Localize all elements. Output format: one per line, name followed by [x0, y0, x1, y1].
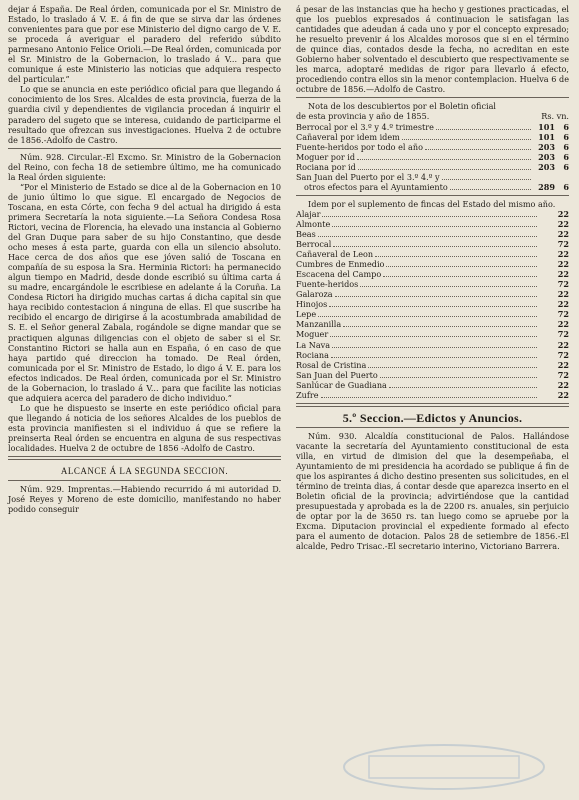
leader-dots	[321, 396, 538, 398]
row-amount: 72	[557, 279, 569, 290]
row-amount: 22	[557, 228, 569, 239]
table2-title: Idem por el suplemento de fincas del Estado del mismo año.	[308, 198, 556, 209]
table-row	[296, 319, 569, 329]
leader-dots	[332, 346, 537, 348]
row-label: Berrocal por el 3.º y 4.º trimestre	[296, 121, 434, 132]
table1-title: Nota de los descubiertos por el Boletin oficial de esta provincia y año de 1855.	[296, 101, 496, 122]
leader-dots	[442, 178, 531, 180]
row-label: Rociana por id	[296, 161, 356, 172]
row-label: San Juan del Puerto	[296, 369, 378, 380]
leader-dots	[329, 305, 537, 307]
leader-dots	[402, 138, 531, 140]
paragraph-circular-928: Núm. 928. Circular.-El Excmo. Sr. Ministro de la Gobernacion del Reino, con fecha 18 de setiembre último, me ha comunicado la Real órden siguiente:	[8, 151, 281, 182]
leader-dots	[318, 315, 537, 317]
row-amount: 22	[557, 269, 569, 280]
row-reales: 101	[538, 121, 555, 132]
paragraph-rictori-order: “Por el Ministerio de Estado se dice al de la Gobernacion en 10 de junio último lo que sigue. El encargado de Negocios de Toscana, en esta Córte, con fecha 9 del actual ha dirigido á esta primera Secretaría la nota siguiente.—La Señora Condesa Rosa Rictori, vecina de Florencia, ha elevado una instancia al Gobierno del Gran Duque para saber de su hijo Constantino, que desde ocho meses á esta parte, guarda con ella un silencio absoluto. Hace cerca de dos años que ese jóven salió de Toscana en compañía de su esposa la Sra. Herminia Rictori: ha permanecido algun tiempo en Madrid, desde donde escribió su última carta á su madre, encargándole le escribiese en adelante á la Coruña. La Condesa Rictori ha dirigido muchas cartas á dicha capital sin que haya recibido contestacion á ninguna de ellas. El que suscribe ha recibido el encargo de dirigirse á la acostumbrada amabilidad de S. E. el Señor general Zabala, rogándole se digne mandar que se practiquen algunas diligencias con el objeto de saber si el Sr. Constantino Rictori se halla aun en España, ó en caso de que haya partido qué direccion ha tomado. De Real órden, comunicada por el Sr. Ministro de Estado, lo digo á V. E. para los efectos indicados. De Real órden, comunicada por el Sr. Ministro de la Gobernacion, lo traslado á V... para que facilite las noticias que adquiera acerca del paradero de dicho individuo.”	[8, 181, 281, 403]
row-amount: 22	[557, 259, 569, 270]
row-amount: 22	[557, 339, 569, 350]
leader-dots	[335, 295, 537, 297]
table-row	[296, 142, 569, 152]
left-column	[8, 4, 281, 551]
leader-dots	[343, 325, 537, 327]
leader-dots	[358, 168, 531, 170]
row-reales: 101	[538, 131, 555, 142]
row-amount: 22	[557, 319, 569, 330]
table-row	[296, 340, 569, 350]
table-row	[296, 229, 569, 239]
table-row	[296, 279, 569, 289]
row-label: Almonte	[296, 218, 331, 229]
table-row	[296, 239, 569, 249]
row-amount: 72	[557, 309, 569, 320]
row-label: Hinojos	[296, 299, 328, 310]
row-maravedis: 6	[563, 141, 569, 152]
leader-dots	[389, 386, 537, 388]
row-label: Rociana	[296, 349, 329, 360]
leader-dots	[425, 148, 531, 150]
table-row	[296, 309, 569, 319]
leader-dots	[375, 255, 537, 257]
paragraph-palos-930: Núm. 930. Alcaldía constitucional de Palos. Hallándose vacante la secretaría del Ayuntamiento constitucional de esta villa, en virtud de dimision del que la desempeñaba, el Ayuntamiento de mi presidencia ha acordado se publique á fin de que los aspirantes á dicho destino presenten sus solicitudes, en el término de treinta dias, á contar desde que aparezca inserto en el Boletin oficial de la provincia; advirtiéndose que la cantidad presupuestada y aprobada es la de 2200 rs. anuales, sin perjuicio de optar por la de 3650 rs. tan luego como se apruebe por la Excma. Diputacion provincial el expediente formado al efecto para el aumento de dotacion. Palos 28 de setiembre de 1856.-El alcalde, Pedro Trisac.-El secretario interino, Victoriano Barrera.	[296, 430, 569, 552]
divider	[296, 195, 569, 196]
row-amount: 72	[557, 349, 569, 360]
leader-dots	[386, 265, 537, 267]
table-row	[296, 182, 569, 192]
row-amount: 22	[557, 299, 569, 310]
table-row	[296, 172, 569, 182]
table-row	[296, 329, 569, 339]
right-column	[296, 4, 569, 551]
row-label: Moguer	[296, 329, 329, 340]
paragraph-orioli-order: dejar á España. De Real órden, comunicada por el Sr. Ministro de Estado, lo traslado á V. E. á fin de que se sirva dar las órdenes convenientes para que por ese Ministerio del digno cargo de V. E. se proceda á averiguar el paradero del referido súbdito parmesano Antonio Felice Orioli.—De Real órden, comunicada por el Sr. Ministro de la Gobernacion, lo traslado á V... para que comunique á este Ministerio las noticias que adquiera respecto del particular.”	[8, 4, 282, 85]
row-label: Galaroza	[296, 289, 333, 300]
row-amount: 22	[557, 249, 569, 260]
leader-dots	[332, 225, 537, 227]
paragraph-imprentas-929: Núm. 929. Imprentas.—Habiendo recurrido á mi autoridad D. José Reyes y Moreno de este domicilio, manifestando no haber podido conseguir	[8, 484, 281, 515]
row-label: otros efectos para el Ayuntamiento	[304, 181, 448, 192]
table-row	[296, 132, 569, 142]
table1-header	[296, 101, 569, 121]
table-row	[296, 370, 569, 380]
leader-dots	[330, 335, 537, 337]
table-row	[296, 209, 569, 219]
row-label: Escacena del Campo	[296, 269, 382, 280]
table-row	[296, 299, 569, 309]
leader-dots	[383, 275, 537, 277]
row-reales: 203	[538, 161, 555, 172]
leader-dots	[436, 128, 531, 130]
row-label: Cumbres de Enmedio	[296, 259, 385, 270]
library-stamp-watermark	[339, 742, 549, 792]
table-row	[296, 380, 569, 390]
row-label: Rosal de Cristina	[296, 359, 367, 370]
table-row	[296, 219, 569, 229]
paragraph-rictori-notice: Lo que he dispuesto se inserte en este periódico oficial para que llegando á noticia de los señores Alcaldes de los pueblos de esta provincia manifiesten si el individuo á que se refiere la preinserta Real órden se encuentra en alguna de sus respectivas localidades. Huelva 2 de octubre de 1856 -Adolfo de Castro.	[8, 402, 281, 454]
row-amount: 72	[557, 239, 569, 250]
row-label: Moguer por id	[296, 151, 356, 162]
row-amount: 72	[557, 329, 569, 340]
table-row	[296, 162, 569, 172]
row-amount: 22	[557, 389, 569, 400]
table-row	[296, 249, 569, 259]
row-maravedis: 6	[563, 181, 569, 192]
leader-dots	[360, 285, 537, 287]
divider	[296, 427, 569, 428]
table-row	[296, 122, 569, 132]
table-row	[296, 289, 569, 299]
row-amount: 22	[557, 359, 569, 370]
row-label: Manzanilla	[296, 319, 342, 330]
row-maravedis: 6	[563, 161, 569, 172]
row-amount: 22	[557, 379, 569, 390]
currency-label: Rs. vn.	[541, 111, 569, 122]
row-label: Berrocal	[296, 239, 332, 250]
alcance-section-title: ALCANCE Á LA SEGUNDA SECCION.	[60, 466, 229, 477]
row-label: Lepe	[296, 309, 317, 320]
leader-dots	[450, 188, 531, 190]
row-maravedis: 6	[563, 151, 569, 162]
row-label: San Juan del Puerto por el 3.º 4.º y	[296, 171, 440, 182]
columns	[8, 4, 569, 551]
row-reales: 203	[538, 141, 555, 152]
row-label: Sanlúcar de Guadiana	[296, 379, 387, 390]
row-amount: 22	[557, 208, 569, 219]
suplemento-table	[296, 209, 569, 400]
table-row	[296, 259, 569, 269]
row-label: Cañaveral por idem idem	[296, 131, 400, 142]
row-reales: 289	[538, 181, 555, 192]
leader-dots	[380, 376, 537, 378]
descubiertos-table	[296, 122, 569, 192]
leader-dots	[322, 215, 537, 217]
leader-dots	[333, 245, 537, 247]
divider	[8, 148, 281, 149]
row-label: Beas	[296, 228, 316, 239]
row-label: Zufre	[296, 389, 319, 400]
row-label: Alajar	[296, 208, 321, 219]
section5-title: 5.º Seccion.—Edictos y Anuncios.	[342, 410, 523, 425]
row-label: Cañaveral de Leon	[296, 249, 374, 260]
row-label: La Nava	[296, 339, 331, 350]
table-row	[296, 152, 569, 162]
row-label: Fuente-heridos	[296, 279, 359, 290]
divider	[296, 97, 569, 98]
leader-dots	[331, 356, 537, 358]
table-row	[296, 360, 569, 370]
paragraph-descubiertos-resolution: á pesar de las instancias que ha hecho y gestiones practicadas, el que los pueblos expresados á continuacion le satisfagan las cantidades que adeudan á cada uno y por el concepto expresado; he resuelto prevenir á los Alcaldes morosos que si en el término de quince dias, contados desde la fecha, no acreditan en este Gobierno haber solventado el descubierto que respectivamente se les marca, adoptaré medidas de rigor para llevarlo á efecto, procediendo contra ellos sin la menor contemplacion. Huelva 6 de octubre de 1856.—Adolfo de Castro.	[296, 4, 569, 95]
leader-dots	[357, 158, 531, 160]
section-divider	[8, 456, 281, 460]
divider	[8, 480, 281, 481]
leader-dots	[318, 235, 537, 237]
table-row	[296, 390, 569, 400]
section-divider	[296, 403, 569, 407]
table-row	[296, 350, 569, 360]
row-amount: 22	[557, 218, 569, 229]
table-row	[296, 269, 569, 279]
row-label: Fuente-heridos por todo el año	[296, 141, 423, 152]
row-reales: 203	[538, 151, 555, 162]
paragraph-orioli-notice: Lo que se anuncia en este periódico oficial para que llegando á conocimiento de los Sres. Alcaldes de esta provincia, fuerza de la guardia civil y dependientes de vigilancia procedan á inquirir el paradero del sugeto que se interesa, cuidando de participarme el resultado que ofrezcan sus investigaciones. Huelva 2 de octubre de 1856.-Adolfo de Castro.	[8, 84, 281, 145]
row-maravedis: 6	[563, 131, 569, 142]
leader-dots	[368, 366, 537, 368]
row-maravedis: 6	[563, 121, 569, 132]
row-amount: 72	[557, 369, 569, 380]
row-amount: 22	[557, 289, 569, 300]
